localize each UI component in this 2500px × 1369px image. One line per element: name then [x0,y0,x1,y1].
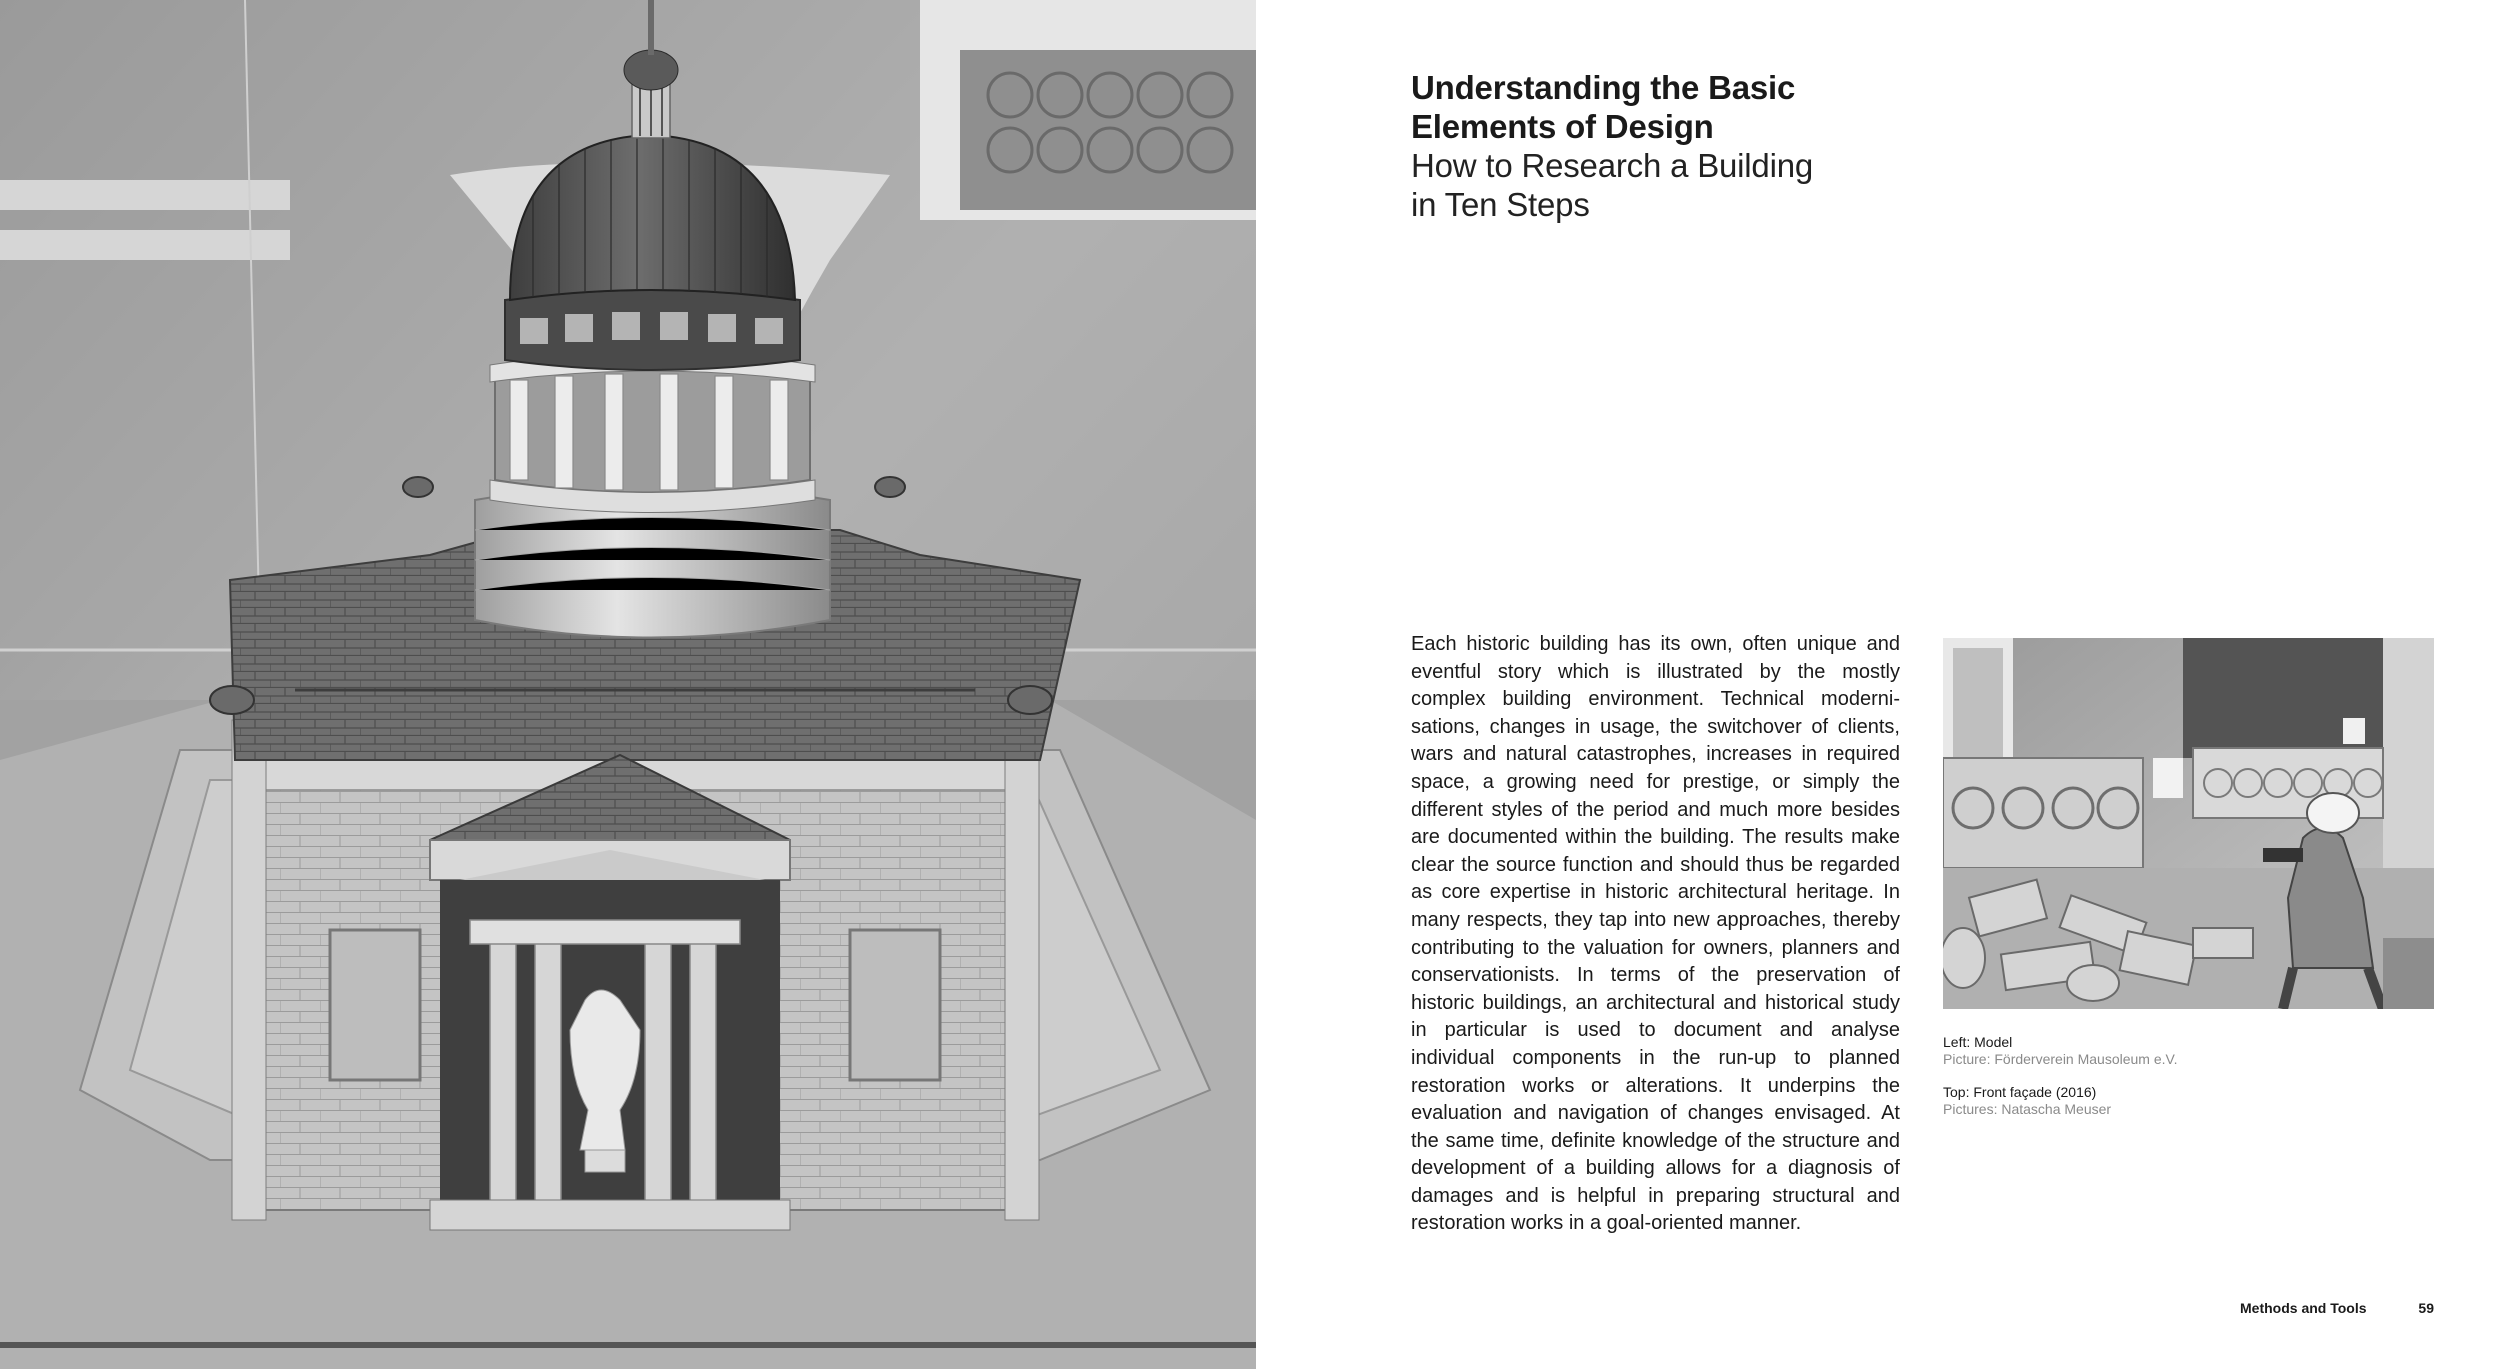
caption-title: Left: Model [1943,1034,2013,1050]
caption-model [1943,1034,2243,1068]
caption-title: Top: Front façade (2016) [1943,1084,2097,1100]
caption-facade [1943,1084,2243,1118]
caption-credit: Picture: Förderverein Mausoleum e.V. [1943,1051,2178,1067]
headline-title-line-1: Understanding the Basic [1411,69,1796,106]
caption-credit: Pictures: Natascha Meuser [1943,1101,2112,1117]
headline [1411,68,2031,224]
headline-title-line-2: Elements of Design [1411,108,1714,145]
page-number: 59 [2418,1300,2434,1316]
headline-subtitle-line-1: How to Research a Building [1411,147,1814,184]
headline-subtitle-line-2: in Ten Steps [1411,186,1590,223]
facade-photo [1943,638,2434,1009]
body-paragraph: Each historic building has its own, often unique and eventful story which is illustrated by the mostly complex building environment. Technical modernisations, changes in usage, the switchover of clients, wars and natural catastrophes, increases in required space, a growing need for prestige, or simply the different styles of the period and much more besides are documented within the building. The results make clear the source function and should thus be regarded as core expertise in historic architectural heritage. In many respects, they tap into new approaches, thereby contributing to the valuation for owners, planners and conservationists. In terms of the preservation of historic buildings, an architectural and historical study in particular is used to document and analyse individual components in the run-up to planned restoration works or alterations. It underpins the evaluation and navigation of changes envisaged. At the same time, definite knowledge of the structure and development of a building allows for a diagnosis of damages and is helpful in preparing structural and restoration works in a goal-oriented manner. [1411,633,1900,1235]
page-footer [2240,1300,2434,1316]
footer-section-title: Methods and Tools [2240,1300,2367,1316]
